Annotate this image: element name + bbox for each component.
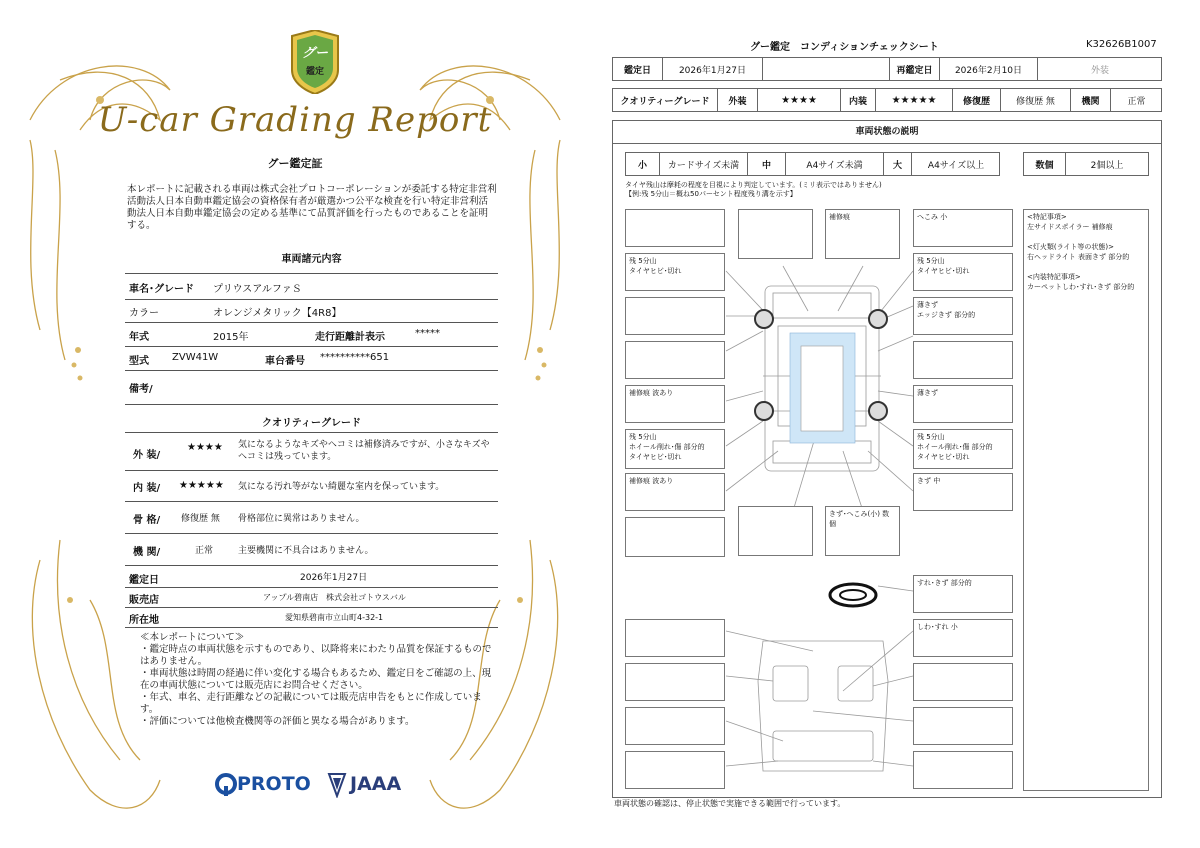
note-steering: すれ･きず 部分的 (913, 575, 1013, 613)
jaaa-logo-icon (327, 772, 347, 798)
color-value: オレンジメタリック【4R8】 (213, 308, 342, 319)
address-label: 所在地 (129, 615, 159, 626)
exterior-label: 外装 (718, 89, 758, 111)
chassis-value: **********651 (320, 352, 390, 363)
note-box (913, 707, 1013, 745)
specs-heading: 車両諸元内容 (281, 254, 342, 265)
count-label: 数個 (1024, 153, 1066, 175)
special-notes (1023, 209, 1149, 791)
dealer-value: アップル碧南店 株式会社ゴトウスバル (263, 593, 406, 602)
appraisal-label: 鑑定日 (613, 58, 663, 80)
grade-label: クオリティーグレード (613, 89, 718, 111)
count-desc: 2個以上 (1090, 160, 1124, 171)
size-small: 小 (626, 153, 660, 175)
note-item: ・評価については他検査機関等の評価と異なる場合があります。 (140, 716, 415, 727)
frame-desc: 骨格部位に異常はありません。 (238, 514, 365, 524)
note-left-front-tire: 残 5分山 タイヤヒビ･切れ (625, 253, 725, 291)
repair-label: 修復歴 (953, 89, 1001, 111)
engine-value: 正常 (1127, 96, 1146, 107)
note-box (625, 707, 725, 745)
size-large-desc: A4サイズ以上 (927, 160, 985, 171)
roof-panel (801, 346, 843, 431)
size-large: 大 (884, 153, 912, 175)
note-item: ・鑑定時点の車両状態を示すものであり、以降将来にわたり品質を保証するものではありません。 (140, 644, 492, 667)
engine-label: 機関 (1071, 89, 1111, 111)
tire-rear-left-icon (755, 402, 773, 420)
note-box (625, 297, 725, 335)
reappraisal-date: 2026年2月10日 (940, 58, 1038, 80)
exterior-stars: ★★★★ (758, 89, 841, 111)
year-label: 年式 (129, 332, 149, 343)
report-notes (140, 632, 495, 728)
note-box (625, 619, 725, 657)
footer-logos (215, 770, 415, 800)
mileage-value: ***** (415, 328, 440, 339)
mileage-label: 走行距離計表示 (315, 332, 385, 343)
quality-row-exterior (125, 432, 498, 471)
tire-rear-right-icon (869, 402, 887, 420)
address-row (125, 607, 498, 628)
interior-stars: ★★★★★ (876, 89, 953, 111)
proto-logo-text: PROTO (237, 773, 311, 795)
chassis-label: 車台番号 (265, 356, 305, 367)
note-rear-center: きず･へこみ(小) 数個 (825, 506, 900, 556)
note-right-rear-tire: 残 5分山 ホイール削れ･傷 部分的 タイヤヒビ･切れ (913, 429, 1013, 469)
appraisal-date-value: 2026年1月27日 (300, 573, 368, 583)
note-box (738, 209, 813, 259)
interior-desc: 気になる汚れ等がない綺麗な室内を保っています。 (238, 482, 445, 492)
certificate-subtitle: グー鑑定証 (267, 157, 323, 170)
special-notes-line: <内装特記事項> (1027, 273, 1081, 281)
quality-row-engine (125, 533, 498, 566)
special-notes-line: カーペットしわ･すれ･きず 部分的 (1027, 283, 1135, 291)
quality-heading: クオリティーグレード (262, 418, 361, 429)
spec-row-model (125, 346, 498, 371)
special-notes-line: <特記事項> (1027, 213, 1067, 221)
interior-label: 内 装/ (133, 483, 161, 494)
name-label: 車名･グレード (129, 284, 194, 295)
tire-front-left-icon (755, 310, 773, 328)
blank-cell (763, 58, 890, 80)
note-box (625, 751, 725, 789)
size-small-desc: カードサイズ未満 (660, 153, 748, 175)
note-front-center: 補修痕 (825, 209, 900, 259)
note-box (738, 506, 813, 556)
frame-value: 修復歴 無 (181, 514, 220, 524)
note-box (625, 209, 725, 247)
year-value: 2015年 (213, 332, 249, 343)
spec-row-year (125, 322, 498, 347)
goo-appraisal-badge (288, 30, 342, 94)
certificate-intro: 本レポートに記載される車両は株式会社プロトコーポレーションが委託する特定非営利活動法人日本自動車鑑定協会の資格保有者が厳選かつ公平な検査を行い特定非営利活動法人日本自動車鑑定協会の定める基準にて品質評価を行ったものであることを証明する。 (127, 184, 497, 231)
doc-id: K32626B1007 (1086, 39, 1157, 50)
note-right-front-tire: 残 5分山 タイヤヒビ･切れ (913, 253, 1013, 291)
proto-logo-icon (215, 773, 237, 797)
color-label: カラー (129, 308, 159, 319)
interior-label: 内装 (841, 89, 876, 111)
grading-certificate (0, 0, 590, 848)
date-row (612, 57, 1162, 81)
explanation-panel (612, 120, 1162, 798)
note-left-rear-tire: 残 5分山 ホイール削れ･傷 部分的 タイヤヒビ･切れ (625, 429, 725, 469)
certificate-title: U-car Grading Report (97, 100, 493, 140)
shield-icon (288, 30, 342, 94)
note-front-right: へこみ 小 (913, 209, 1013, 247)
size-mid: 中 (748, 153, 786, 175)
tire-note-2: 【例:残 5分山＝概ね50パーセント程度残り溝を示す】 (625, 190, 797, 198)
special-notes-line (1027, 232, 1145, 242)
exterior-stars: ★★★★ (187, 442, 223, 453)
note-left-rear-door: 補修痕 波あり (625, 385, 725, 423)
note-right-rear-quarter: きず 中 (913, 473, 1013, 511)
exterior-desc: 気になるようなキズやヘコミは補修済みですが、小さなキズやヘコミは残っています。 (238, 440, 490, 462)
spec-row-remarks (125, 370, 498, 405)
note-box (913, 341, 1013, 379)
engine-value: 正常 (195, 546, 214, 556)
size-mid-desc: A4サイズ未満 (786, 153, 884, 175)
note-item: ・年式、車名、走行距離などの記載については販売店申告をもとに作成しています。 (140, 692, 482, 715)
note-box (625, 341, 725, 379)
sheet-footer: 車両状態の確認は、停止状態で実施できる範囲で行っています。 (614, 799, 846, 808)
appraisal-date-label: 鑑定日 (129, 575, 159, 586)
spec-row-color (125, 298, 498, 323)
dealer-label: 販売店 (129, 595, 159, 606)
note-right-rear-door: 薄きず (913, 385, 1013, 423)
note-left-rear-quarter: 補修痕 波あり (625, 473, 725, 511)
exterior-label: 外 装/ (133, 450, 161, 461)
quality-row-frame (125, 501, 498, 534)
badge-text-bottom: 鑑定 (305, 67, 324, 77)
tire-front-right-icon (869, 310, 887, 328)
reappraisal-note: 外装 (1090, 65, 1109, 76)
sheet-title: グー鑑定 コンディションチェックシート (750, 42, 939, 53)
condition-check-sheet (600, 0, 1200, 848)
jaaa-logo-text: JAAA (350, 773, 402, 795)
engine-desc: 主要機関に不具合はありません。 (238, 546, 374, 556)
dealer-row (125, 587, 498, 608)
appraisal-date: 2026年1月27日 (663, 58, 763, 80)
interior-stars: ★★★★★ (179, 480, 224, 491)
notes-heading: ≪本レポートについて≫ (140, 632, 245, 643)
engine-label: 機 関/ (133, 547, 161, 558)
note-seat-front: しわ･すれ 小 (913, 619, 1013, 657)
address-value: 愛知県碧南市立山町4-32-1 (285, 613, 384, 622)
spec-row-name (125, 273, 498, 300)
frame-label: 骨 格/ (133, 515, 161, 526)
special-notes-line: 右ヘッドライト 表面きず 部分的 (1027, 253, 1130, 261)
reappraisal-label: 再鑑定日 (890, 58, 940, 80)
note-box (913, 751, 1013, 789)
note-box (625, 663, 725, 701)
tire-note-1: タイヤ残山は摩耗の程度を目視により判定しています。(ミリ表示ではありません) (625, 181, 882, 189)
special-notes-line: <灯火類(ライト等の状態)> (1027, 243, 1114, 251)
model-value: ZVW41W (172, 352, 219, 363)
repair-value: 修復歴 無 (1001, 89, 1071, 111)
grade-row (612, 88, 1162, 112)
note-box (625, 517, 725, 557)
note-box (913, 663, 1013, 701)
appraisal-date-row (125, 567, 498, 588)
special-notes-line: 左サイドスポイラー 補修痕 (1027, 223, 1113, 231)
badge-text-top: グー (301, 46, 328, 61)
explain-heading: 車両状態の説明 (613, 121, 1161, 144)
special-notes-line (1027, 262, 1145, 272)
steering-wheel-icon (830, 584, 876, 606)
quality-row-interior (125, 469, 498, 502)
name-value: プリウスアルファＳ (213, 284, 302, 295)
note-right-fender: 薄きず エッジきず 部分的 (913, 297, 1013, 335)
note-item: ・車両状態は時間の経過に伴い変化する場合もあるため、鑑定日をご確認の上、現在の車両状態については販売店にお問合せください。 (140, 668, 492, 691)
model-label: 型式 (129, 356, 149, 367)
remarks-label: 備考/ (129, 384, 153, 395)
